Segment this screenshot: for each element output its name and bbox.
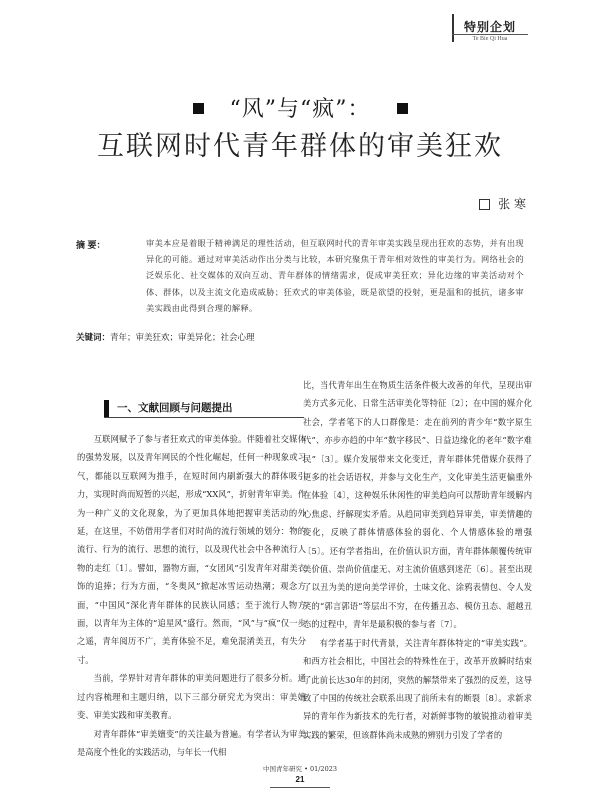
left-paragraph-3: 对青年群体“审美嬗变”的关注最为普遍。有学者认为审美是高度个性化的实践活动，与年长一代相 xyxy=(77,728,306,757)
section-heading xyxy=(104,399,304,418)
page-title: 互联网时代青年群体的审美狂欢 xyxy=(97,131,503,162)
abstract-label: 摘 要： xyxy=(76,240,106,250)
title-square-right-icon xyxy=(397,103,408,114)
left-column xyxy=(77,430,306,761)
keywords xyxy=(76,331,255,343)
title-line-1 xyxy=(0,92,600,123)
keywords-label: 关键词： xyxy=(76,332,111,342)
right-paragraph-1: 比，当代青年出生在物质生活条件极大改善的年代，呈现出审美方式多元化、日常生活审美化等特征〔2〕；在中国的媒介化社会，学者笔下的人口群像是：走在前列的青少年“数字原生代”、亦步亦趋的中年“数字移民”、日益边缘化的老年“数字难民”〔3〕。媒介发展带来文化变迁，青年群体凭借媒介获得了更多的社会话语权，并参与文化生产，文化审美生活更偏重外在体验〔4〕，这种娱乐休闲性的审美趋向可以帮助青年缓解内心焦虑、纾解现实矛盾。从趋同审美到趋异审美，审美情趣的变化，反映了群体情感体验的弱化、个人情感体验的增强〔5〕。还有学者指出，在价值认识方面，青年群体颠覆传统审美价值、崇尚价值虚无、对主流价值感到迷茫〔6〕。甚至出现了以丑为美的逆向美学评价，土味文化、涂鸦表情包、令人发笑的“郭言郭语”等层出不穷，在传播丑态、模仿丑态、超越丑态的过程中，青年是最积极的参与者〔7〕。 xyxy=(303,380,532,630)
author-name: 张 寒 xyxy=(498,197,526,211)
page-number: 21 xyxy=(295,775,305,784)
abstract-text: 审美本应是着眼于精神满足的理性活动，但互联网时代的青年审美实践呈现出狂欢的态势，并有出现异化的可能。通过对审美活动作出分类与比较，本研究聚焦于青年相对效性的审美行为。网络社会的泛娱乐化、社交媒体的双向互动、青年群体的情绪需求，促成审美狂欢；异化边缘的审美活动对个体、群体，以及主流文化造成威胁；狂欢式的审美体验，既是欲望的投射，更是温和的抵抗，诸多审美实践由此得到合理的解释。 xyxy=(146,238,524,313)
author-line xyxy=(479,195,526,212)
left-paragraph-1: 互联网赋予了参与者狂欢式的审美体验。伴随着社交媒体的强势发展，以及青年网民的个性化崛起，任何一种现象或习气，都能以互联网为推手，在短时间内刷新强大的群体吸引力，实现时尚而短暂的兴起，形成“XX风”，折射青年审美。作为一种广义的文化现象，为了更加具体地把握审美活动的外延，在这里，不妨借用学者们对时尚的流行领域的划分：物的流行、行为的流行、思想的流行，以及现代社会中各种流行人物的走红〔1〕。譬如，器物方面，“女团风”引发青年对甜美衣饰的追捧；行为方面，“冬奥风”掀起冰雪运动热潮；观念方面，“中国风”深化青年群体的民族认同感；至于流行人物方面，以青年为主体的“追星风”盛行。然而，“风”与“疯”仅一步之遥，青年阅历不广，美育体验不足，难免混淆美丑，有失分寸。 xyxy=(77,434,306,665)
section-bar-icon xyxy=(104,400,109,417)
section-title: 一、文献回顾与问题提出 xyxy=(117,402,233,414)
title-square-left-icon xyxy=(193,103,204,114)
column-name: 特别企划 xyxy=(463,20,516,34)
column-pinyin: Te Bie Qi Hua xyxy=(472,36,508,42)
left-paragraph-2: 当前，学界针对青年群体的审美问题进行了很多分析。通过内容梳理和主题归纳，以下三部分研究尤为突出：审美嬗变、审美实践和审美教育。 xyxy=(77,673,306,721)
keywords-text: 青年；审美狂欢；审美异化；社会心理 xyxy=(110,333,255,343)
footer-divider xyxy=(270,787,330,788)
right-column xyxy=(303,376,532,744)
author-box-icon xyxy=(479,199,490,210)
column-tag-divider xyxy=(452,34,528,35)
column-tag xyxy=(452,18,528,42)
right-paragraph-2: 有学者基于时代背景，关注青年群体特定的“审美实践”。和西方社会相比，中国社会的特殊性在于，改革开放瞬时结束了此前长达30年的封闭，突然的解禁带来了强烈的反差，这导致了中国的传统社会联系出现了前所未有的断裂〔8〕。求新求异的青年作为新技术的先行者，对新鲜事物的敏锐推动着审美实践的繁荣，但该群体尚未成熟的辨别力引发了学者的 xyxy=(303,637,532,740)
footer-journal: 中国青年研究 • 01/2023 xyxy=(263,765,337,773)
title-line-1-text: “风”与“疯”： xyxy=(229,97,371,122)
